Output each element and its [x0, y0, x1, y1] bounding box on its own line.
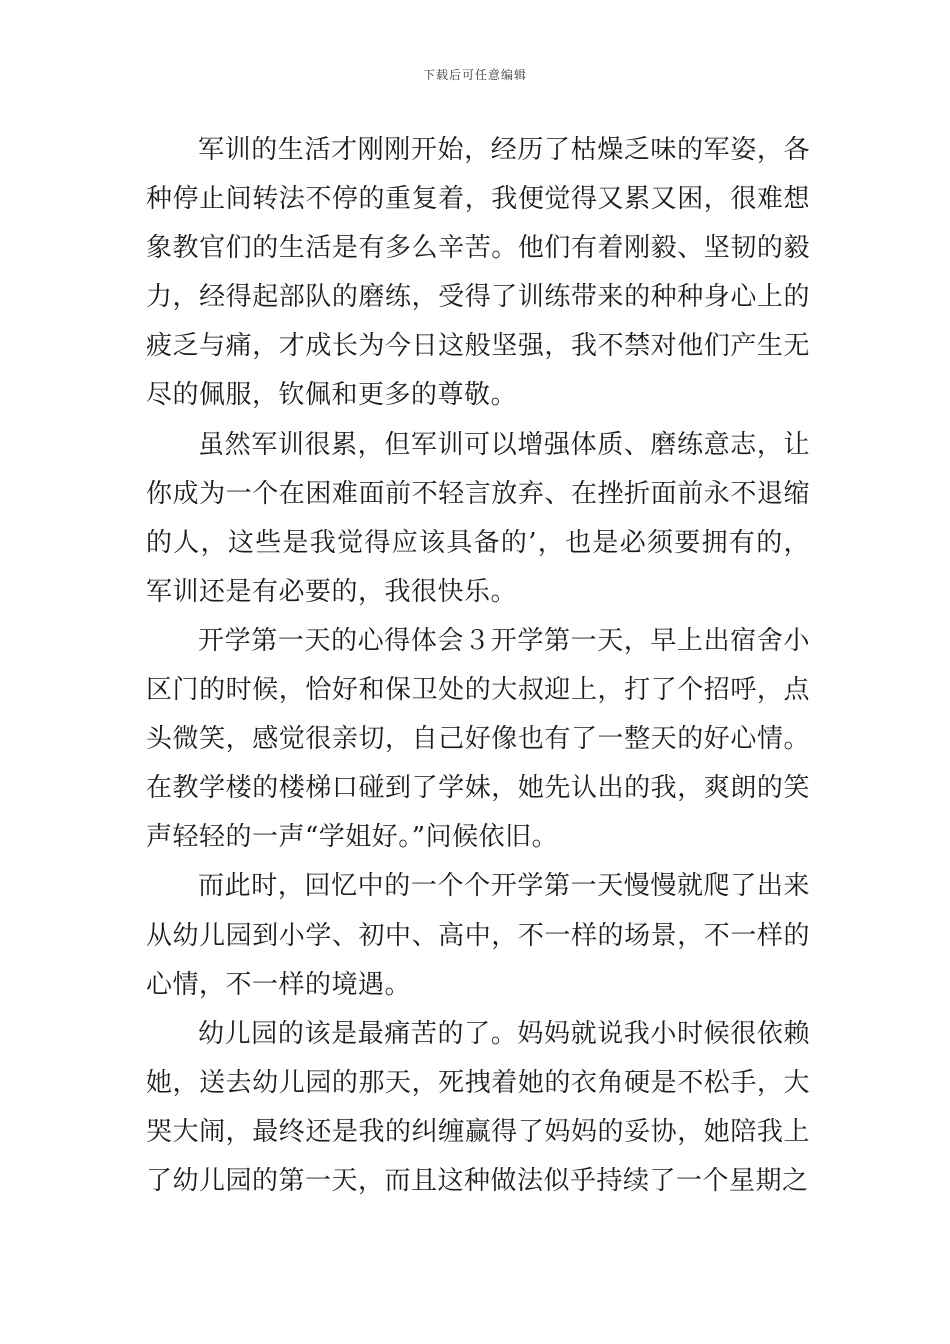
paragraph-memories: 而此时，回忆中的一个个开学第一天慢慢就爬了出来从幼儿园到小学、初中、高中，不一样的场景，不一样的心情，不一样的境遇。	[146, 871, 810, 1000]
paragraph-kindergarten: 幼儿园的该是最痛苦的了。妈妈就说我小时候很依赖她，送去幼儿园的那天，死拽着她的衣角硬是不松手，大哭大闹，最终还是我的纠缠赢得了妈妈的妥协，她陪我上了幼儿园的第一天，而且这种做法似乎持续了一个星期之	[146, 1018, 810, 1196]
paragraph-first-school-day: 开学第一天的心得体会３开学第一天，早上出宿舍小区门的时候，恰好和保卫处的大叔迎上，打了个招呼，点头微笑，感觉很亲切，自己好像也有了一整天的好心情。在教学楼的楼梯口碰到了学妹，她先认出的我，爽朗的笑声轻轻的一声“学姐好。”问候依旧。	[146, 625, 810, 853]
paragraph-military-training-value: 虽然军训很累，但军训可以增强体质、磨练意志，让你成为一个在困难面前不轻言放弃、在挫折面前永不退缩的人，这些是我觉得应该具备的’，也是必须要拥有的，军训还是有必要的，我很快乐。	[146, 429, 810, 607]
paragraph-military-training-life: 军训的生活才刚刚开始，经历了枯燥乏味的军姿，各种停止间转法不停的重复着，我便觉得又累又困，很难想象教官们的生活是有多么辛苦。他们有着刚毅、坚韧的毅力，经得起部队的磨练，受得了训练带来的种种身心上的疲乏与痛，才成长为今日这般坚强，我不禁对他们产生无尽的佩服，钦佩和更多的尊敬。	[146, 135, 810, 411]
document-body	[146, 126, 810, 1206]
page-header: 下载后可任意编辑	[422, 68, 527, 82]
